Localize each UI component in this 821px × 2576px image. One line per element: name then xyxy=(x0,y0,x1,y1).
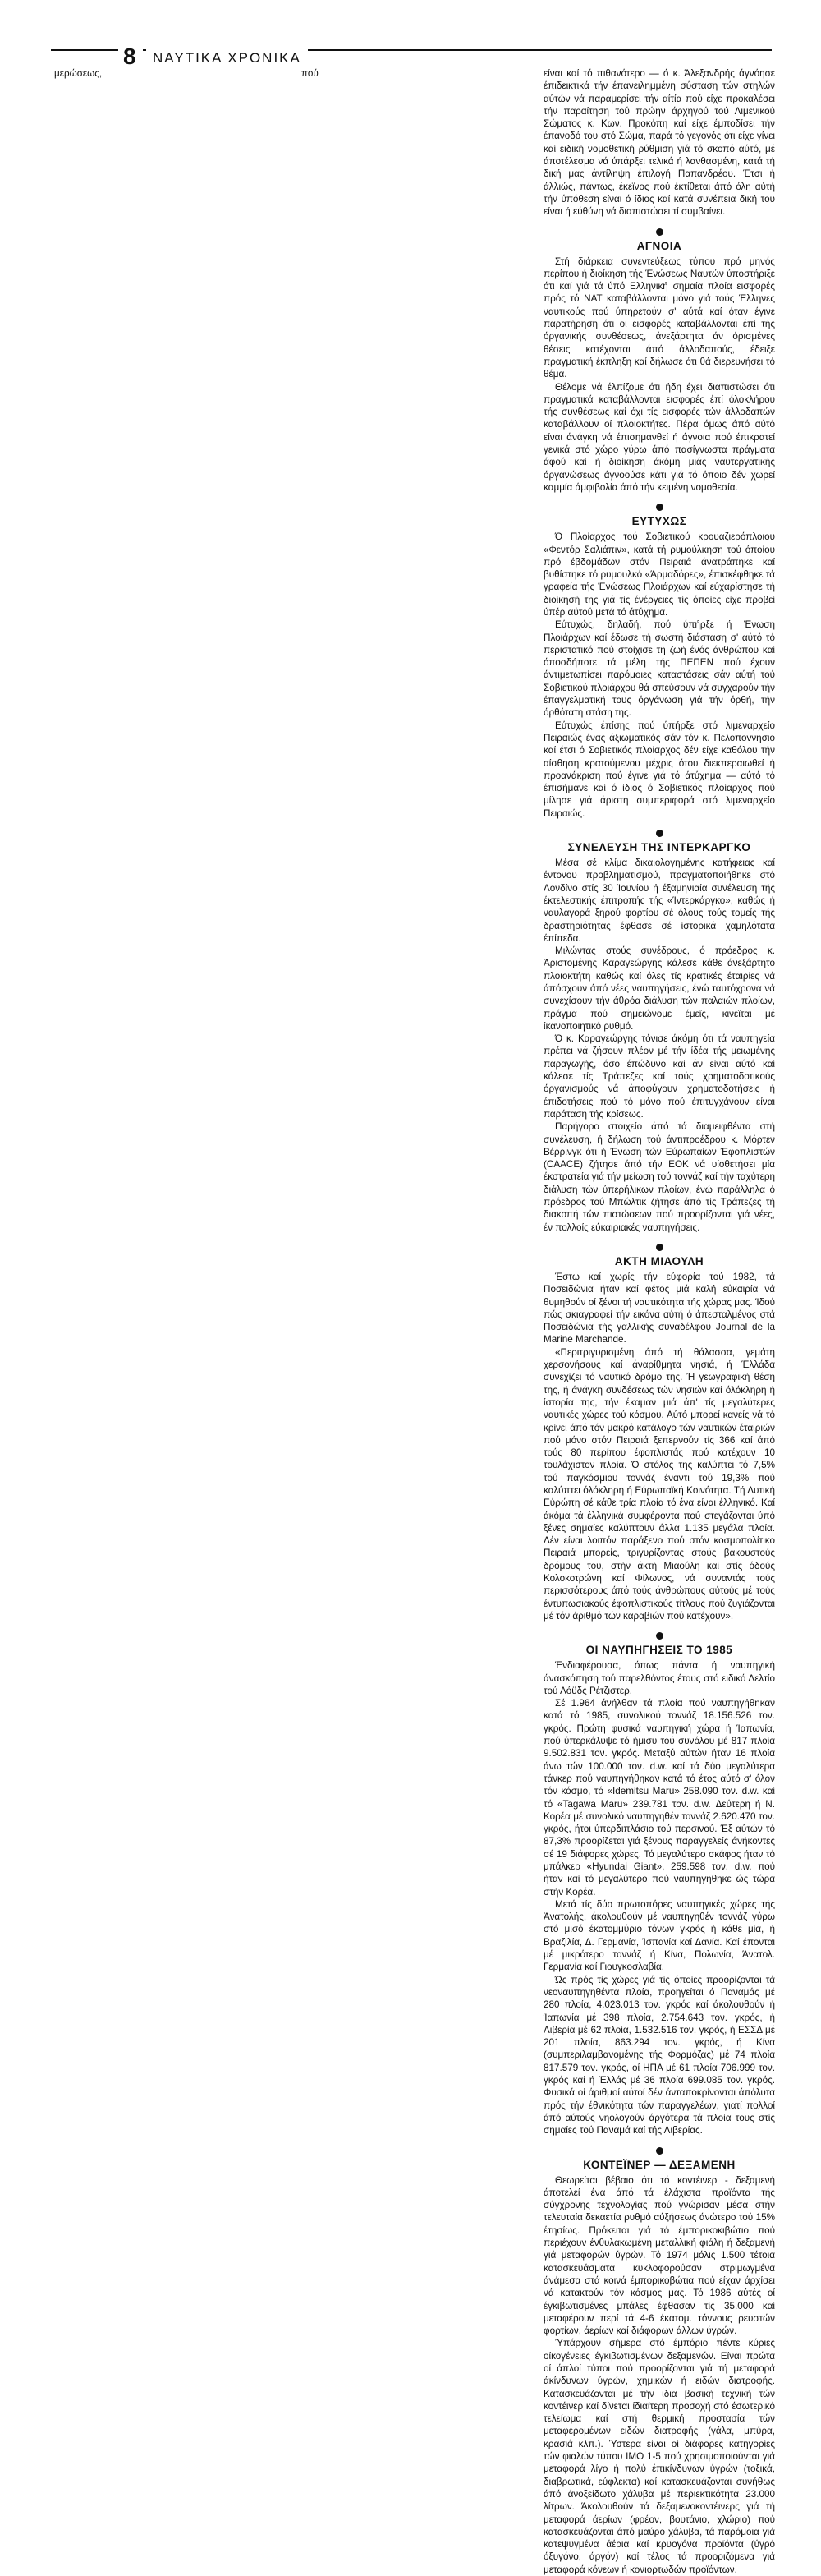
bullet-dot-icon xyxy=(656,228,663,236)
paragraph: μερώσεως, xyxy=(54,68,103,79)
bullet-dot-icon xyxy=(656,2147,663,2155)
paragraph: Εύτυχώς έπίσης πού ύπήρξε στό λιμεναρχείο Πειραιώς ένας άξιωματικός σάν τόν κ. Πελοποννήσιο καί έτσι ό Σοβιετικός πλοίαρχος δέν είχε καθόλου τήν αίσθηση κρατούμενου μέχρις ότου διεκπεραιωθεί ή προανάκριση πού έγινε γιά τό άτύχημα — αύτό τό έπισήμανε καί ό ίδιος ό Σοβιετικός πλοίαρχος πού μίλησε γιά άριστη συμπεριφορά στό λιμεναρχείο Πειραιώς. xyxy=(544,720,775,819)
paragraph-continued: είναι καί τό πιθανότερο — ό κ. Άλεξανδρής άγνόησε έπιδεικτικά τήν έπανειλημμένη σύσταση τών στηλών αύτών νά παραμερίσει τήν αίτία πού είχε προκαλέσει τήν παραίτηση τού πρώην άρχηγού τού Λιμενικού Σώματος κ. Κων. Προκόπη καί είχε έμποδίσει τήν έπανοδό του στό Σώμα, παρά τό γεγονός ότι είχε γίνει καί ειδική νομοθετική ρύθμιση γιά τό σκοπό αύτό, μέ άποτέλεσμα νά ύπάρξει τελικά ή λανθασμένη, κατά τή δική μας άντίληψη έπιλογή Παπανδρέου. Έτσι ή άλλιώς, πάντως, έκεϊνος πού έκτίθεται άπό όλη αύτή τήν ύπόθεση είναι ό ίδιος καί κατά συνέπεια δική του είναι ή εύθύνη νά διαπιστώσει τί συμβαίνει. xyxy=(544,68,775,218)
section-header xyxy=(544,504,775,527)
paragraph: Εύτυχώς, δηλαδή, πού ύπήρξε ή Ένωση Πλοιάρχων καί έδωσε τή σωστή διάσταση σ' αύτό τό περιστατικό πού στοίχισε τή ζωή ένός άνθρώπου καί όποσδήποτε τά μέλη τής ΠΕΠΕΝ πού έχουν άντιμετωπίσει παρόμοιες καταστάσεις σάν αύτή τού Σοβιετικού πλοιάρχου θά σπεύσουν νά συγχαρούν τήν έπαγγελματική τους όργάνωση γιά τήν όρθή, τήν όρθότατη στάση της. xyxy=(544,619,775,719)
section-title: ΕΥΤΥΧΩΣ xyxy=(631,515,687,528)
paragraph: Ό κ. Καραγεώργης τόνισε άκόμη ότι τά ναυπηγεία πρέπει νά ζήσουν πλέον μέ τήν ίδέα τής μειωμένης παραγωγής, όσο έπώδυνο καί άν είναι αύτό καί κάλεσε τίς Τράπεζες καί τούς χρηματοδοτικούς όργανισμούς νά άποφύγουν χρηματοδοτήσεις ή έπιδοτήσεις πού τό μόνο πού έπιτυγχάνουν είναι παράταση τής κρίσεως. xyxy=(544,1033,775,1120)
publication-title: ΝΑΥΤΙΚΑ ΧΡΟΝΙΚΑ xyxy=(146,49,308,67)
section-header xyxy=(544,228,775,252)
paragraph: Στή διάρκεια συνεντεύξεως τύπου πρό μηνός περίπου ή διοίκηση τής Ένώσεως Ναυτών ύποστήριξε ότι καί γιά τά ύπό Ελληνική σημαία πλοία εισφορές πρός τό ΝΑΤ καταβάλλονται μόνο γιά τούς Έλληνες ναυτικούς πού ύπηρετούν σ' αύτά καί όταν έγινε παρατήρηση ότι οί εισφορές καταβάλλονται έπί τής όργανικής συνθέσεως, άνεξάρτητα άν όρισμένες θέσεις κατέχονται άπό άλλοδαπούς, έδειξε πραγματική έκπληξη καί δήλωσε ότι θά διερευνήσει τό θέμα. xyxy=(544,255,775,380)
paragraph: Θέλομε νά έλπίζομε ότι ήδη έχει διαπιστώσει ότι πραγματικά καταβάλλονται εισφορές έπί όλοκλήρου τής συνθέσεως καί όχι τίς εισφορές τών άλλοδαπών καταβάλλουν οί πλοιοκτήτες. Πέρα όμως άπό αύτό είναι άνάγκη νά έπισημανθεί ή άγνοια πού έπικρατεί γενικά στό χώρο γύρω άπό πασίγνωστα πράγματα άφού καί ή διοίκηση άκόμη μιάς ναυτεργατικής όργανώσεως άγνοούσε κάτι γιά τό όποιο δέν χωρεί καμμία άμφιβολία άπό τήν κειμένη νομοθεσία. xyxy=(544,381,775,493)
section-title: ΑΚΤΗ ΜΙΑΟΥΛΗ xyxy=(614,1254,704,1267)
paragraph: Παρήγορο στοιχείο άπό τά διαμειφθέντα στή συνέλευση, ή δήλωση τού άντιπροέδρου κ. Μόρτεν Βέρρινγκ ότι ή Ένωση τών Εύρωπαίων Έφοπλιστών (CAACE) ζήτησε άπό τήν ΕΟΚ νά υίοθετήσει μία έκστρατεία γιά τήν μείωση τού τοννάζ καί τήν ταχύτερη διάλυση τών ύπερήλικων πλοίων, ένώ παράλληλα ό πρόεδρος τού Μπώλτικ ζήτησε άπό τίς Τράπεζες τή διακοπή τών πιστώσεων πού προορίζονται γιά νέες, έν πολλοίς εύκαιριακές ναυπηγήσεις. xyxy=(544,1121,775,1233)
bullet-dot-icon xyxy=(656,830,663,837)
paragraph: Μετά τίς δύο πρωτοπόρες ναυπηγικές χώρες τής Άνατολής, άκολουθούν μέ ναυπηγηθέν τοννάζ γύρω στό μισό έκατομμύριο τόνων γκρός ή κάθε μία, ή Βραζιλία, Δ. Γερμανία, Ίσπανία καί Δανία. Καί έπονται μέ μικρότερο τοννάζ ή Κίνα, Πολωνία, Άνατολ. Γερμανία καί Γιουγκοσλαβία. xyxy=(544,1898,775,1973)
column-2 xyxy=(301,67,533,1086)
paragraph: Μιλώντας στούς συνέδρους, ό πρόεδρος κ. Άριστομένης Καραγεώργης κάλεσε κάθε άνεξάρτητο πλοιοκτήτη καθώς καί όλες τίς κρατικές έταιρίες νά άπόσχουν άπό νέες ναυπηγήσεις, ένώ ταυτόχρονα νά συνεχίσουν τήν άθρόα διάλυση τών παλαιών πλοίων, πράγμα πού σημειώνομε έμεϊς, κινεϊται μέ ίκανοποιητικό ρυθμό. xyxy=(544,945,775,1032)
section-header xyxy=(544,2147,775,2171)
section-title: ΚΟΝΤΕΪΝΕΡ — ΔΕΞΑΜΕΝΗ xyxy=(583,2158,736,2171)
section-title: ΣΥΝΕΛΕΥΣΗ ΤΗΣ ΙΝΤΕΡΚΑΡΓΚΟ xyxy=(567,841,751,854)
paragraph: Θεωρείται βέβαιο ότι τό κοντέινερ - δεξαμενή άποτελεί ένα άπό τά έλάχιστα προϊόντα τής σύγχρονης τεχνολογίας πού γνώρισαν μέσα στήν τελευταία δεκαετία ρυθμό αύξήσεως άνώτερο τού 15% έτησίως. Πρόκειται γιά τό έμπορικοκιβώτιο πού περιέχουν ένθυλακωμένη μεταλλική φιάλη ή δεξαμενή γιά μεταφορών ύγρών. Τό 1974 μόλις 1.500 τέτοια κατασκευάσματα κυκλοφορούσαν στριμωγμένα άνάμεσα στά κοινά έμπορικοβώτια πού είχαν άρχίσει νά κατακτούν τόν κόσμος μας. Τό 1986 αύτές οί έγκιβωτισμένες μπάλες έφθασαν τίς 35.000 καί μεταφέρουν περί τά 4-6 έκατομ. τόννους ρευστών φορτίων, άερίων καί διάφορων άλλων ύγρών. xyxy=(544,2174,775,2337)
bullet-dot-icon xyxy=(656,1244,663,1251)
paragraph: Έστω καί χωρίς τήν εύφορία τού 1982, τά Ποσειδώνια ήταν καί φέτος μιά καλή εύκαιρία νά θυμηθούν οί ξένοι τή ναυτικότητα τής χώρας μας. Ίδού πώς σκιαγραφεί τήν εικόνα αύτή ό άπεσταλμένος στά Ποσειδώνια τής γαλλικής συναδέλφου Journal de la Marine Marchande. xyxy=(544,1271,775,1346)
masthead xyxy=(51,41,772,71)
section-title: ΟΙ ΝΑΥΠΗΓΗΣΕΙΣ ΤΟ 1985 xyxy=(585,1644,733,1657)
bullet-dot-icon xyxy=(656,1632,663,1640)
section-header xyxy=(544,1244,775,1267)
paragraph: Σέ 1.964 άνήλθαν τά πλοία πού ναυπηγήθηκαν κατά τό 1985, συνολικού τοννάζ 18.156.526 τον. γκρός. Πρώτη φυσικά ναυπηγική χώρα ή Ίαπωνία, πού ύπερκάλυψε τό ήμισυ τού συνόλου μέ 817 πλοία 9.502.831 τον. γκρός. Μεταξύ αύτών ήταν 16 πλοία άνω τών 100.000 τον. d.w. καί τά δύο μεγαλύτερα τάνκερ πού ναυπηγήθηκαν κατά τό έτος αύτό σ' όλον τόν κόσμο, τό «Idemitsu Maru» 258.090 τον. d.w. καί τό «Tagawa Maru» 239.781 τον. d.w. Δεύτερη ή Ν. Κορέα μέ συνολικό ναυπηγηθέν τοννάζ 2.620.470 τον. γκρός, ήτοι ύπερδιπλάσιο τού περσινού. Έξ αύτών τό 87,3% προορίζεται γιά ξένους παραγγελείς άνήκοντες σέ 19 διάφορες χώρες. Τό μεγαλύτερο σκάφος ήταν τό μπάλκερ «Hyundai Giant», 259.598 τον. d.w. πού ήταν καί τό μεγαλύτερο πού ναυπηγήθηκε ώς τώρα στήν Κορέα. xyxy=(544,1698,775,1898)
section-header xyxy=(544,830,775,853)
column-1 xyxy=(54,67,286,1086)
bullet-dot-icon xyxy=(656,504,663,511)
page-number: 8 xyxy=(118,44,143,69)
paragraph: Ένδιαφέρουσα, όπως πάντα ή ναυπηγική άνασκόπηση τού παρελθόντος έτους στό ειδικό Δελτίο τού Λόϋδς Ρέτζιστερ. xyxy=(544,1660,775,1696)
paragraph: Ύπάρχουν σήμερα στό έμπόριο πέντε κύριες οίκογένειες έγκιβωτισμένων δεξαμενών. Είναι πρώτα οί άπλοί τύποι πού προορίζονται γιά τή μεταφορά άκίνδυνων ύγρών, χημικών ή ειδών διατροφής. Κατασκευάζονται μέ τήν ίδια βασική τεχνική τών κοντέινερ καί δίνεται ίδιαίτερη προσοχή στό έσωτερικό τελείωμα καί στή θερμική προστασία τών μεταφερομένων ειδών διατροφής (γάλα, μπύρα, κρασιά κλπ.). Ύστερα είναι οί διάφορες κατηγορίες τών φιαλών τύπου ΙΜΟ 1-5 πού χρησιμοποιούνται γιά μεταφορά λίγο ή πολύ έπικίνδυνων ύγρών (τοξικά, διαβρωτικά, εύφλεκτα) καί κατασκευάζονται συνήθως άπό άνοξείδωτο χάλυβα μέ περιεκτικότητα 23.000 λίτρων. Άκολουθούν τά δεξαμενοκοντέινερς γιά τή μεταφορά άερίων (φρέον, βουτάνιο, χλώριο) πού κατασκευάζονται άπό μαύρο χάλυβα, τά παρόμοια γιά κατεψυγμένα άέρια καί κρυογόνα προϊόντα (ύγρό όξυγόνο, άργόν) καί τέλος τά προοριζόμενα γιά μεταφορά κόνεων ή κονιορτωδών προϊόντων. xyxy=(544,2338,775,2575)
column-3 xyxy=(544,67,775,2575)
paragraph: Ώς πρός τίς χώρες γιά τίς όποίες προορίζονται τά νεοναυπηγηθέντα πλοία, προηγείται ό Παναμάς μέ 280 πλοία, 4.023.013 τον. γκρός καί άκολουθούν ή Ίαπωνία μέ 398 πλοία, 2.754.643 τον. γκρός, ή Λιβερία μέ 62 πλοία, 1.532.516 τον. γκρός, ή ΕΣΣΔ μέ 201 πλοία, 863.294 τον. γκρός, ή Κίνα (συμπεριλαμβανομένης τής Φορμόζας) μέ 74 πλοία 817.579 τον. γκρός, οί ΗΠΑ μέ 61 πλοία 706.999 τον. γκρός καί ή Έλλάς μέ 36 πλοία 699.085 τον. γκρός. Φυσικά οί άριθμοί αύτοί δέν άνταποκρίνονται άπόλυτα πρός τήν έθνικότητα τών παραγγελέων, γιατί πολλοί άπό αύτούς νηολογούν άργότερα τά πλοία τους στίς σημαίες τού Παναμά καί τής Λιβερίας. xyxy=(544,1974,775,2137)
paragraph: Μέσα σέ κλίμα δικαιολογημένης κατήφειας καί έντονου προβληματισμού, πραγματοποιήθηκε στό Λονδίνο στίς 30 Ίουνίου ή έξαμηνιαία συνέλευση τής έκτελεστικής έπιτροπής τής «Ίντερκάργκο», καθώς ή ναυλαγορά ξηρού φορτίου σέ όλους τούς τομείς τής δραστηριότητας έφθασε σέ ίστορικά χαμηλότατα έπίπεδα. xyxy=(544,858,775,944)
paragraph-continued: πού xyxy=(301,68,319,79)
section-title: ΑΓΝΟΙΑ xyxy=(636,239,682,252)
paragraph: «Περιτριγυρισμένη άπό τή θάλασσα, γεμάτη χερσονήσους καί άναρίθμητα νησιά, ή Έλλάδα συνεχίζει τό ναυτικό δρόμο της. Ή γεωγραφική θέση της, ή άνάγκη συνδέσεως τών νησιών καί όλόκληρη ή ίστορία της, τήν έκαμαν μιά άπ' τίς μεγαλύτερες ναυτικές χώρες τού κόσμου. Αύτό μπορεί κανείς νά τό κρίνει άπό τόν μακρό κατάλογο τών ναυτικών έταιριών πού μόνο στόν Πειραιά ξεπερνούν τίς 366 καί άπό τούς 80 περίπου έφοπλιστάς πού κατέχουν 10 τουλάχιστον πλοία. Ό στόλος της καλύπτει τό 7,5% τού παγκόσμιου τοννάζ έναντι τού 19,3% πού καλύπτει όλόκληρη ή Εύρωπαϊκή Κοινότητα. Τή Δυτική Εύρώπη σέ κάθε τρία πλοία τό ένα είναι έλληνικό. Καί άκόμα τά έλληνικά συμφέροντα πού στεγάζονται ύπό ξένες σημαίες καλύπτουν άλλα 1.135 μεγάλα πλοία. Δέν είναι λοιπόν παράξενο πού στόν κοσμοπολίτικο Πειραιά μπορείς, τριγυρίζοντας στούς βακουστούς δρόμους του, στήν άκτή Μιαούλη καί στίς όδούς Κολοκοτρώνη καί Φίλωνος, νά συναντάς τούς περισσότερους άπό τούς άνθρώπους αύτούς μέ τούς έντυπωσιακούς έφοπλιστικούς τίτλους πού ζυγιάζονται μέ τόν άριθμό τών καραβιών πού κατέχουν». xyxy=(544,1346,775,1622)
section-header xyxy=(544,1632,775,1656)
paragraph: Ό Πλοίαρχος τού Σοβιετικού κρουαζιερόπλοιου «Φεντόρ Σαλιάπιν», κατά τή ρυμούλκηση τού όποίου πρό έβδομάδων στόν Πειραιά άνατράπηκε καί βυθίστηκε τό ρυμουλκό «Άρμαδόρες», έπισκέφθηκε τά γραφεία τής Ένώσεως Πλοιάρχων καί εύχαρίστησε τή διοίκησή της γιά τίς ένέργειες τίς όποίες είχε προβεί ύπέρ αύτού μετά τό άτύχημα. xyxy=(544,531,775,618)
